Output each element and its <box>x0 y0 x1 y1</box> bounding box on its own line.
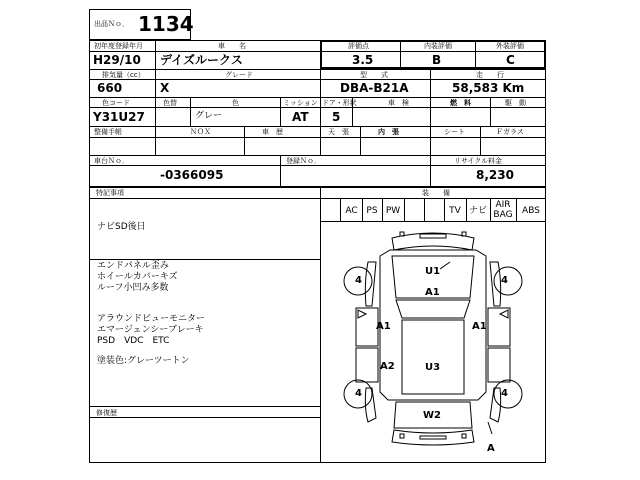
interior-trim-label: 内 張 <box>378 128 399 136</box>
roof-label: 天 張 <box>328 128 349 136</box>
damage-rear-a: A <box>487 443 495 454</box>
note-line: ホイールカバーキズ <box>97 272 178 282</box>
equip-airbag: AIR BAG <box>493 200 513 220</box>
history-label: 車 歴 <box>262 128 283 136</box>
grade-value: X <box>160 81 170 95</box>
lot-number: 1134 <box>138 12 194 36</box>
recycle-label: リサイクル料金 <box>454 157 503 165</box>
damage-rear-left: A2 <box>380 361 395 372</box>
color-value: グレー <box>195 111 223 121</box>
damage-rear-left-wheel: 4 <box>355 388 362 399</box>
car-name: デイズルークス <box>160 53 243 67</box>
interior-value: B <box>432 53 442 67</box>
lot-number-box <box>89 9 194 40</box>
recycle-value: 8,230 <box>476 168 514 182</box>
model-value: DBA-B21A <box>340 81 409 95</box>
drive-label: 駆 動 <box>505 99 526 107</box>
fuel-label: 燃 料 <box>450 99 471 107</box>
note-line: ルーフ小凹み多数 <box>97 283 169 293</box>
note-line: PSD VDC ETC <box>97 336 170 346</box>
fglass-label: Ｆガラス <box>496 128 524 136</box>
manual-label: 整備手帳 <box>94 128 122 136</box>
mission-value: AT <box>292 110 309 124</box>
cc-value: 660 <box>97 81 123 95</box>
note-line: 塗装色:グレーツートン <box>97 356 190 366</box>
damage-right-side: A1 <box>472 321 487 332</box>
note-line: エンドパネル歪み <box>97 261 169 271</box>
mileage-value: 58,583 Km <box>452 81 525 95</box>
equip-navi: ナビ <box>468 206 487 216</box>
equip-tv: TV <box>449 206 461 216</box>
year-label: 初年度登録年月 <box>94 42 143 50</box>
note-line: アラウンドビューモニター <box>97 314 206 324</box>
doors-value: 5 <box>332 110 341 124</box>
damage-front-left-wheel: 4 <box>355 275 362 286</box>
color-code-value: Y31U27 <box>93 110 145 124</box>
score-label: 評価点 <box>348 42 369 50</box>
exterior-label: 外装評価 <box>496 42 524 50</box>
damage-rear-right-wheel: 4 <box>501 388 508 399</box>
car-diagram <box>320 222 546 462</box>
damage-left-side: A1 <box>376 321 391 332</box>
color-label: 色 <box>232 99 239 107</box>
damage-bonnet-a: A1 <box>425 287 440 298</box>
equip-ac: AC <box>345 206 358 216</box>
reg-label: 登録Ｎｏ． <box>286 157 321 165</box>
color-change-label: 色替 <box>163 99 177 107</box>
car-label: 車 名 <box>218 42 246 50</box>
repair-label: 修復歴 <box>96 409 117 417</box>
inspection-label: 車 検 <box>388 99 409 107</box>
grade-label: グレード <box>225 71 253 79</box>
note-line: エマージェンシーブレーキ <box>97 325 204 335</box>
nox-label: ＮＯＸ <box>190 128 211 136</box>
score-value: 3.5 <box>352 53 374 67</box>
damage-bonnet-u: U1 <box>425 266 441 277</box>
color-code-label: 色コード <box>102 99 130 107</box>
note-line: ナビSD後日 <box>97 222 146 232</box>
equip-pw: PW <box>385 206 401 216</box>
damage-rear-w: W2 <box>423 410 441 421</box>
cc-label: 排気量（cc） <box>102 71 145 79</box>
year-value: H29/10 <box>93 53 141 67</box>
equip-ps: PS <box>366 206 378 216</box>
notes-label: 特記事項 <box>96 189 124 197</box>
equip-abs: ABS <box>522 206 540 216</box>
interior-label: 内装評価 <box>424 42 452 50</box>
mileage-label: 走 行 <box>476 71 504 79</box>
mission-label: ミッション <box>283 99 318 107</box>
equipment-label: 装 備 <box>422 189 450 197</box>
seat-label: シート <box>444 128 465 136</box>
damage-roof: U3 <box>425 362 441 373</box>
exterior-value: C <box>506 53 515 67</box>
damage-front-right-wheel: 4 <box>501 275 508 286</box>
chassis-value: -0366095 <box>160 168 224 182</box>
chassis-label: 車台Ｎｏ． <box>94 157 129 165</box>
model-label: 型 式 <box>360 71 388 79</box>
doors-label: ドア・形状 <box>322 99 357 107</box>
lot-label: 出品Ｎｏ． <box>94 20 129 28</box>
